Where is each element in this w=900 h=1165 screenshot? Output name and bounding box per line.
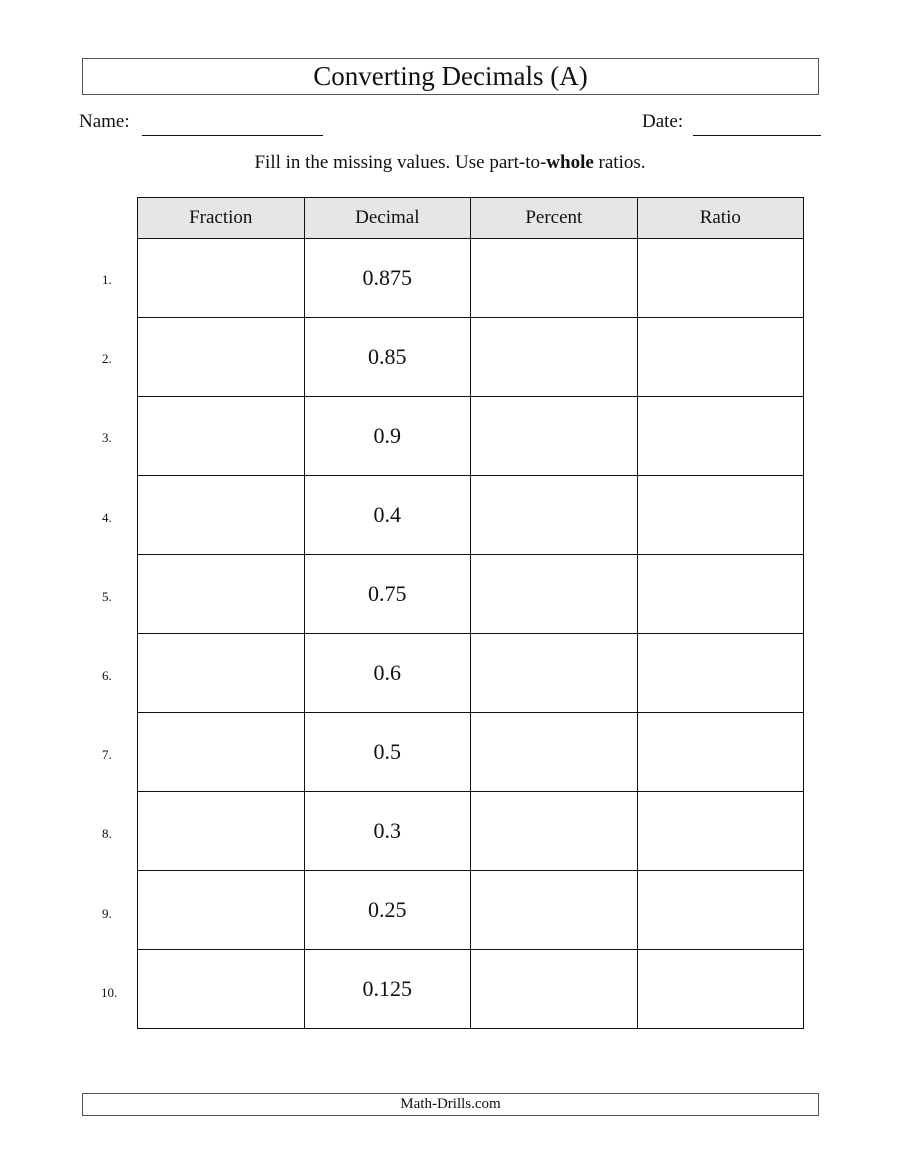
- problem-number: 10.: [101, 984, 118, 1000]
- fraction-cell[interactable]: [138, 318, 305, 397]
- percent-cell[interactable]: [471, 318, 638, 397]
- problem-number: 9.: [102, 905, 112, 921]
- decimal-cell: 0.125: [304, 950, 471, 1029]
- fraction-cell[interactable]: [138, 555, 305, 634]
- header-ratio: Ratio: [637, 198, 803, 239]
- fraction-cell[interactable]: [138, 871, 305, 950]
- problem-number: 6.: [102, 668, 112, 683]
- decimal-cell: 0.25: [304, 871, 471, 950]
- percent-cell[interactable]: [471, 239, 638, 318]
- problem-number: 4.: [102, 509, 112, 525]
- ratio-cell[interactable]: [637, 950, 803, 1029]
- problem-number: 7.: [102, 747, 112, 763]
- decimal-cell: 0.75: [304, 555, 471, 634]
- percent-cell[interactable]: [471, 713, 638, 792]
- fraction-cell[interactable]: [138, 634, 305, 713]
- percent-cell[interactable]: [471, 871, 638, 950]
- name-field-line[interactable]: [142, 135, 323, 136]
- fraction-cell[interactable]: [138, 239, 305, 318]
- conversion-table: [137, 197, 804, 1029]
- ratio-cell[interactable]: [637, 871, 803, 950]
- decimal-cell: 0.9: [304, 397, 471, 476]
- percent-cell[interactable]: [471, 950, 638, 1029]
- ratio-cell[interactable]: [637, 634, 803, 713]
- name-label: Name:: [79, 111, 130, 132]
- percent-cell[interactable]: [471, 397, 638, 476]
- ratio-cell[interactable]: [637, 792, 803, 871]
- fraction-cell[interactable]: [138, 792, 305, 871]
- ratio-cell[interactable]: [637, 476, 803, 555]
- table-row: [138, 871, 804, 950]
- decimal-cell: 0.85: [304, 318, 471, 397]
- ratio-cell[interactable]: [637, 239, 803, 318]
- table-row: [138, 713, 804, 792]
- fraction-cell[interactable]: [138, 476, 305, 555]
- ratio-cell[interactable]: [637, 318, 803, 397]
- instructions-text-end: ratios.: [593, 152, 646, 173]
- problem-number: 1.: [102, 272, 112, 287]
- worksheet-title: Converting Decimals (A): [82, 58, 819, 95]
- table-row: [138, 476, 804, 555]
- date-label: Date:: [642, 111, 684, 132]
- decimal-cell: 0.875: [304, 239, 471, 318]
- instructions: [0, 152, 900, 174]
- footer-site: Math-Drills.com: [82, 1093, 819, 1116]
- table-row: [138, 555, 804, 634]
- problem-number: 2.: [102, 351, 112, 367]
- instructions-text: Fill in the missing values. Use part-to-: [254, 152, 547, 173]
- decimal-cell: 0.3: [304, 792, 471, 871]
- ratio-cell[interactable]: [637, 555, 803, 634]
- problem-number: 8.: [102, 826, 112, 842]
- percent-cell[interactable]: [471, 634, 638, 713]
- table-header-row: [138, 198, 804, 239]
- header-fraction: Fraction: [138, 198, 305, 239]
- fraction-cell[interactable]: [138, 397, 305, 476]
- ratio-cell[interactable]: [637, 397, 803, 476]
- fraction-cell[interactable]: [138, 713, 305, 792]
- table-row: [138, 397, 804, 476]
- fraction-cell[interactable]: [138, 950, 305, 1029]
- header-percent: Percent: [471, 198, 638, 239]
- instructions-bold: whole: [546, 152, 594, 173]
- percent-cell[interactable]: [471, 792, 638, 871]
- header-decimal: Decimal: [304, 198, 471, 239]
- decimal-cell: 0.4: [304, 476, 471, 555]
- table-row: [138, 239, 804, 318]
- percent-cell[interactable]: [471, 476, 638, 555]
- problem-number: 3.: [102, 430, 112, 446]
- date-field-line[interactable]: [693, 135, 821, 136]
- decimal-cell: 0.5: [304, 713, 471, 792]
- ratio-cell[interactable]: [637, 713, 803, 792]
- table-row: [138, 792, 804, 871]
- percent-cell[interactable]: [471, 555, 638, 634]
- table-row: [138, 950, 804, 1029]
- table-row: [138, 634, 804, 713]
- decimal-cell: 0.6: [304, 634, 471, 713]
- problem-number: 5.: [102, 588, 112, 604]
- table-row: [138, 318, 804, 397]
